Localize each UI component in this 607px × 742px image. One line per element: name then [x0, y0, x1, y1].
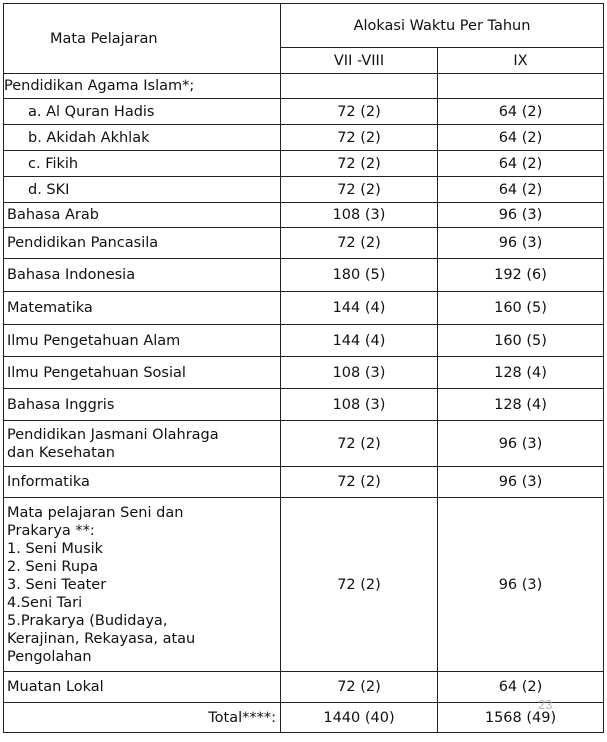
table-row — [4, 228, 604, 259]
hours-vii-viii: 72 (2) — [281, 672, 438, 703]
subject-label-line: Pendidikan Jasmani Olahraga — [7, 426, 219, 443]
hours-vii-viii: 72 (2) — [281, 228, 438, 259]
table-row — [4, 99, 604, 125]
table-row — [4, 177, 604, 203]
subject-label — [4, 421, 281, 467]
subject-label-line: 3. Seni Teater — [7, 576, 107, 593]
hours-ix: 96 (3) — [438, 467, 604, 498]
hours-ix: 160 (5) — [438, 292, 604, 325]
subject-label: a. Al Quran Hadis — [4, 99, 281, 125]
hours-ix: 160 (5) — [438, 325, 604, 357]
subject-label: Ilmu Pengetahuan Alam — [4, 325, 281, 357]
hours-ix: 96 (3) — [438, 228, 604, 259]
subject-label-line: 4.Seni Tari — [7, 594, 83, 611]
table-row — [4, 151, 604, 177]
subject-label-line: 2. Seni Rupa — [7, 558, 99, 575]
grade-vii-viii-header: VII -VIII — [281, 48, 438, 74]
hours-vii-viii: 72 (2) — [281, 467, 438, 498]
subject-column-header: Mata Pelajaran — [4, 4, 281, 74]
subject-label-line: Mata pelajaran Seni dan — [7, 504, 184, 521]
table-row — [4, 672, 604, 703]
table-row — [4, 421, 604, 467]
table-row — [4, 325, 604, 357]
hours-ix: 64 (2) — [438, 125, 604, 151]
subject-label — [4, 498, 281, 672]
subject-label: c. Fikih — [4, 151, 281, 177]
subject-label: Pendidikan Pancasila — [4, 228, 281, 259]
header-row — [4, 4, 604, 48]
hours-ix: 128 (4) — [438, 389, 604, 421]
hours-vii-viii: 108 (3) — [281, 203, 438, 228]
pai-heading-row — [4, 74, 604, 99]
subject-label: Muatan Lokal — [4, 672, 281, 703]
subject-label: Ilmu Pengetahuan Sosial — [4, 357, 281, 389]
subject-label-line: Pengolahan — [7, 648, 92, 665]
hours-vii-viii: 72 (2) — [281, 498, 438, 672]
time-allocation-header: Alokasi Waktu Per Tahun — [281, 4, 604, 48]
subject-label: Bahasa Arab — [4, 203, 281, 228]
subject-label-line: Kerajinan, Rekayasa, atau — [7, 630, 196, 647]
hours-ix: 96 (3) — [438, 203, 604, 228]
subject-label: d. SKI — [4, 177, 281, 203]
table-row — [4, 292, 604, 325]
hours-ix: 64 (2) — [438, 151, 604, 177]
table-row — [4, 498, 604, 672]
page-number: 23 — [538, 697, 553, 712]
total-row — [4, 703, 604, 733]
hours-ix: 64 (2) — [438, 177, 604, 203]
subject-label: Informatika — [4, 467, 281, 498]
table-row — [4, 259, 604, 292]
total-vii-viii: 1440 (40) — [281, 703, 438, 733]
curriculum-table — [3, 3, 604, 733]
table-row — [4, 203, 604, 228]
subject-label: Bahasa Inggris — [4, 389, 281, 421]
subject-label-line: dan Kesehatan — [7, 444, 115, 461]
hours-vii-viii: 72 (2) — [281, 421, 438, 467]
table-row — [4, 467, 604, 498]
hours-vii-viii: 108 (3) — [281, 357, 438, 389]
grade-ix-header: IX — [438, 48, 604, 74]
hours-ix: 64 (2) — [438, 672, 604, 703]
hours-vii-viii: 144 (4) — [281, 325, 438, 357]
subject-label-line: Prakarya **: — [7, 522, 95, 539]
subject-label: Bahasa Indonesia — [4, 259, 281, 292]
hours-vii-viii: 144 (4) — [281, 292, 438, 325]
table-row — [4, 125, 604, 151]
hours-ix: 128 (4) — [438, 357, 604, 389]
total-label: Total****: — [4, 703, 281, 733]
hours-vii-viii: 72 (2) — [281, 177, 438, 203]
hours-ix: 64 (2) — [438, 99, 604, 125]
subject-label-line: 5.Prakarya (Budidaya, — [7, 612, 168, 629]
total-ix: 1568 (49) — [438, 703, 604, 733]
hours-ix: 192 (6) — [438, 259, 604, 292]
pai-heading: Pendidikan Agama Islam*; — [4, 74, 281, 99]
table-row — [4, 389, 604, 421]
subject-label: b. Akidah Akhlak — [4, 125, 281, 151]
hours-vii-viii: 108 (3) — [281, 389, 438, 421]
hours-vii-viii: 72 (2) — [281, 151, 438, 177]
hours-ix: 96 (3) — [438, 421, 604, 467]
subject-label: Matematika — [4, 292, 281, 325]
hours-vii-viii: 72 (2) — [281, 99, 438, 125]
hours-vii-viii: 180 (5) — [281, 259, 438, 292]
hours-vii-viii: 72 (2) — [281, 125, 438, 151]
hours-ix: 96 (3) — [438, 498, 604, 672]
subject-label-line: 1. Seni Musik — [7, 540, 104, 557]
table-row — [4, 357, 604, 389]
